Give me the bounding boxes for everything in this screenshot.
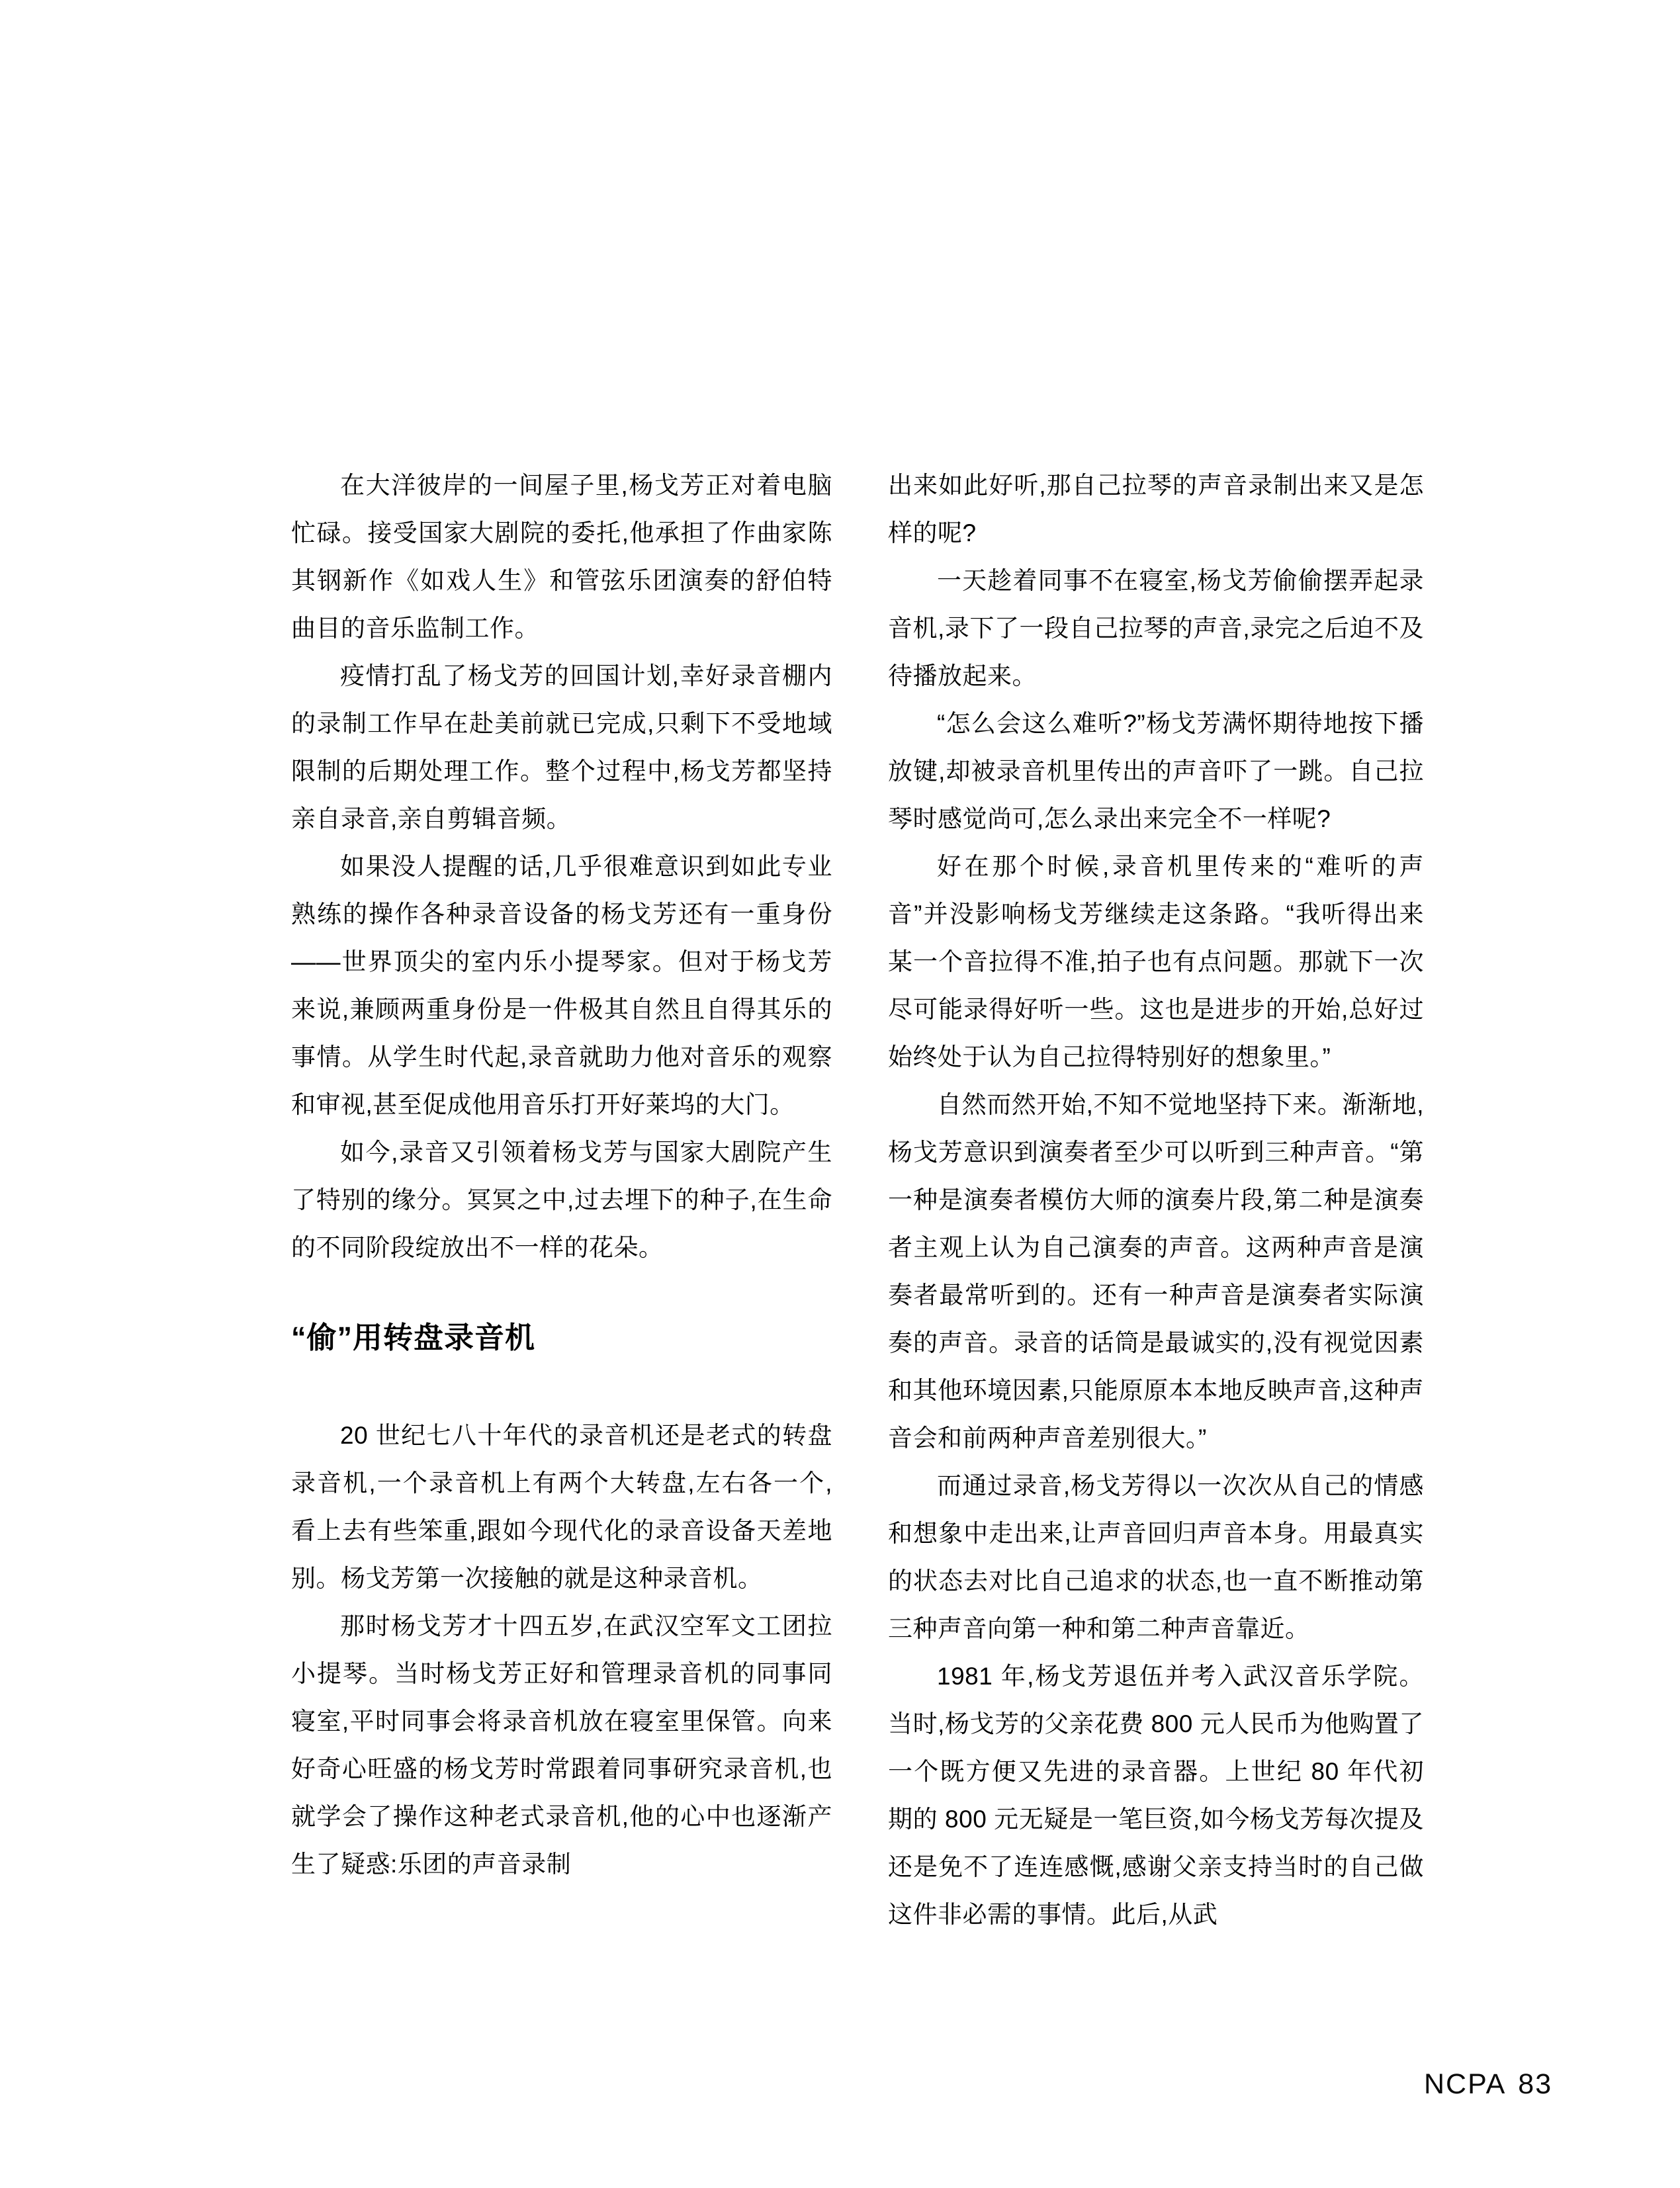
paragraph-continuation: 出来如此好听,那自己拉琴的声音录制出来又是怎样的呢? xyxy=(888,472,1424,547)
paragraph: 疫情打乱了杨戈芳的回国计划,幸好录音棚内的录制工作早在赴美前就已完成,只剩下不受地域限制的后期处理工作。整个过程中,杨戈芳都坚持亲自录音,亲自剪辑音频。 xyxy=(291,662,832,832)
footer-page-number: 83 xyxy=(1518,2068,1553,2100)
paragraph: 如果没人提醒的话,几乎很难意识到如此专业熟练的操作各种录音设备的杨戈芳还有一重身份——世界顶尖的室内乐小提琴家。但对于杨戈芳来说,兼顾两重身份是一件极其自然且自得其乐的事情。从学生时代起,录音就助力他对音乐的观察和审视,甚至促成他用音乐打开好莱坞的大门。 xyxy=(291,853,832,1118)
paragraph: 那时杨戈芳才十四五岁,在武汉空军文工团拉小提琴。当时杨戈芳正好和管理录音机的同事同寝室,平时同事会将录音机放在寝室里保管。向来好奇心旺盛的杨戈芳时常跟着同事研究录音机,也就学会了操作这种老式录音机,他的心中也逐渐产生了疑惑:乐团的声音录制 xyxy=(291,1612,832,1878)
paragraph: 自然而然开始,不知不觉地坚持下来。渐渐地,杨戈芳意识到演奏者至少可以听到三种声音。“第一种是演奏者模仿大师的演奏片段,第二种是演奏者主观上认为自己演奏的声音。这两种声音是演奏者最常听到的。还有一种声音是演奏者实际演奏的声音。录音的话筒是最诚实的,没有视觉因素和其他环境因素,只能原原本本地反映声音,这种声音会和前两种声音差别很大。” xyxy=(888,1091,1424,1452)
left-column xyxy=(291,462,832,1888)
paragraph: 20 世纪七八十年代的录音机还是老式的转盘录音机,一个录音机上有两个大转盘,左右各一个,看上去有些笨重,跟如今现代化的录音设备天差地别。杨戈芳第一次接触的就是这种录音机。 xyxy=(291,1422,832,1592)
page-footer xyxy=(1424,2068,1552,2100)
paragraph: 1981 年,杨戈芳退伍并考入武汉音乐学院。当时,杨戈芳的父亲花费 800 元人民币为他购置了一个既方便又先进的录音器。上世纪 80 年代初期的 800 元无疑是一笔巨资,如今杨戈芳每次提及还是免不了连连感慨,感谢父亲支持当时的自己做这件非必需的事情。此后,从武 xyxy=(888,1663,1424,1928)
paragraph: 如今,录音又引领着杨戈芳与国家大剧院产生了特别的缘分。冥冥之中,过去埋下的种子,在生命的不同阶段绽放出不一样的花朵。 xyxy=(291,1139,832,1261)
paragraph: 在大洋彼岸的一间屋子里,杨戈芳正对着电脑忙碌。接受国家大剧院的委托,他承担了作曲家陈其钢新作《如戏人生》和管弦乐团演奏的舒伯特曲目的音乐监制工作。 xyxy=(291,472,832,642)
paragraph: 好在那个时候,录音机里传来的“难听的声音”并没影响杨戈芳继续走这条路。“我听得出来某一个音拉得不准,拍子也有点问题。那就下一次尽可能录得好听一些。这也是进步的开始,总好过始终处于认为自己拉得特别好的想象里。” xyxy=(888,853,1424,1071)
paragraph: “怎么会这么难听?”杨戈芳满怀期待地按下播放键,却被录音机里传出的声音吓了一跳。自己拉琴时感觉尚可,怎么录出来完全不一样呢? xyxy=(888,710,1424,832)
paragraph: 一天趁着同事不在寝室,杨戈芳偷偷摆弄起录音机,录下了一段自己拉琴的声音,录完之后迫不及待播放起来。 xyxy=(888,567,1424,689)
right-column xyxy=(888,462,1424,1939)
footer-brand: NCPA xyxy=(1424,2068,1507,2100)
section-heading: “偷”用转盘录音机 xyxy=(291,1321,536,1354)
paragraph: 而通过录音,杨戈芳得以一次次从自己的情感和想象中走出来,让声音回归声音本身。用最真实的状态去对比自己追求的状态,也一直不断推动第三种声音向第一种和第二种声音靠近。 xyxy=(888,1472,1424,1642)
